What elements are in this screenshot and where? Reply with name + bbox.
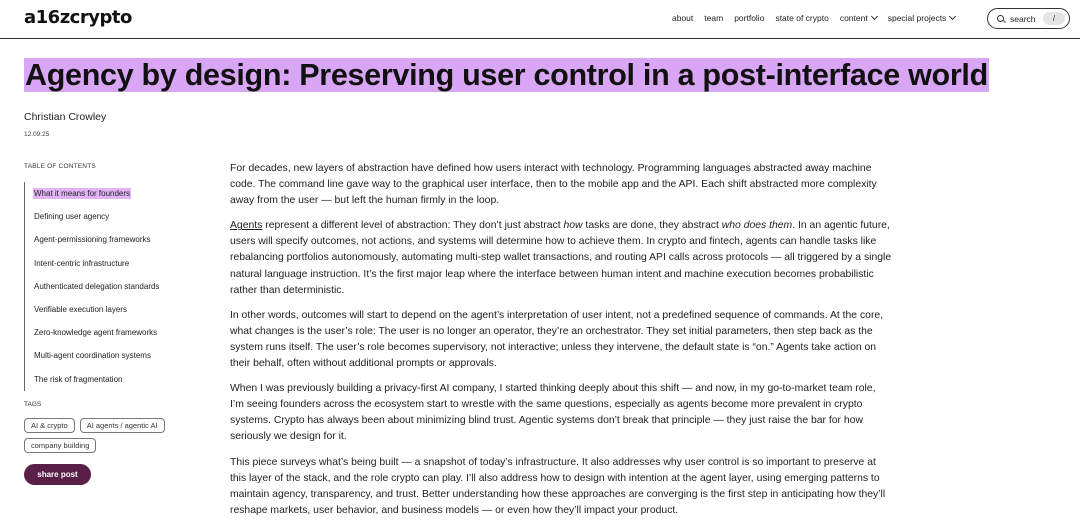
article-title-block bbox=[24, 57, 989, 94]
toc-item[interactable] bbox=[25, 298, 204, 321]
agents-link[interactable]: Agents bbox=[230, 220, 263, 232]
toc-item-label: Authenticated delegation standards bbox=[34, 281, 160, 291]
tags-heading: TAGS bbox=[24, 401, 42, 408]
search-button[interactable] bbox=[987, 8, 1070, 29]
toc-item-label: Defining user agency bbox=[34, 212, 110, 222]
share-post-button[interactable]: share post bbox=[24, 464, 91, 485]
nav-state-of-crypto-label: state of crypto bbox=[775, 13, 829, 23]
paragraph-text: represent a different level of abstraction: They don’t just abstract bbox=[262, 220, 564, 232]
paragraph: This piece surveys what’s being built — a snapshot of today’s infrastructure. It also addresses why user control is so important to preserve at this layer of the stack, and the role crypto can play. I’ll also address how to design with intention at the agent layer, using emerging patterns to maintain agency, transparency, and trust. Better understanding how these approaches are converging is the first step in anticipating how they’ll reshape markets, user behavior, and business models — or even how they’ll impact your product. bbox=[230, 456, 886, 516]
main-nav bbox=[672, 13, 955, 23]
toc-item[interactable] bbox=[25, 275, 204, 298]
paragraph-text: . In an agentic future, users will specify outcomes, not actions, and systems will determine how to achieve them. In crypto and fintech, agents can handle tasks like rebalancing portfolios autonomously, automating multi-step wallet transactions, and routing API calls across protocols — all triggered by a single natural language instruction. It’s the first major leap where the interface between human intent and machine execution becomes probabilistic rather than deterministic. bbox=[230, 220, 892, 296]
tag-chip[interactable]: company building bbox=[24, 438, 96, 453]
toc-item-label: Zero-knowledge agent frameworks bbox=[34, 328, 158, 338]
nav-about[interactable] bbox=[672, 13, 693, 23]
author-name[interactable]: Christian Crowley bbox=[24, 111, 107, 123]
tag-list bbox=[24, 418, 194, 453]
nav-portfolio[interactable] bbox=[734, 13, 764, 23]
article-body bbox=[230, 161, 892, 527]
paragraph-text: tasks are done, they abstract bbox=[582, 220, 722, 232]
toc-item-label: Intent-centric infrastructure bbox=[34, 258, 130, 268]
toc-heading: TABLE OF CONTENTS bbox=[24, 163, 96, 170]
toc-item[interactable] bbox=[25, 252, 204, 275]
search-shortcut-key: / bbox=[1043, 12, 1065, 25]
nav-team[interactable] bbox=[704, 13, 723, 23]
tag-chip[interactable]: AI agents / agentic AI bbox=[80, 418, 165, 433]
search-label: search bbox=[1010, 13, 1036, 24]
toc-item-label: The risk of fragmentation bbox=[34, 374, 123, 384]
nav-team-label: team bbox=[704, 13, 724, 23]
chevron-down-icon bbox=[949, 13, 956, 20]
toc-item-label: Agent-permissioning frameworks bbox=[34, 235, 151, 245]
toc-item-label: What it means for founders bbox=[34, 189, 131, 199]
chevron-down-icon bbox=[871, 13, 878, 20]
nav-special-projects[interactable] bbox=[888, 13, 956, 23]
publish-date: 12.09.25 bbox=[24, 131, 50, 138]
nav-portfolio-label: portfolio bbox=[734, 13, 765, 23]
toc-item[interactable] bbox=[25, 182, 204, 205]
nav-about-label: about bbox=[672, 13, 694, 23]
toc-item[interactable] bbox=[25, 344, 204, 367]
site-logo[interactable]: a16zcrypto bbox=[24, 7, 132, 28]
emphasis-text: how bbox=[563, 220, 583, 232]
nav-state-of-crypto[interactable] bbox=[775, 13, 828, 23]
paragraph bbox=[230, 218, 892, 298]
page-title: Agency by design: Preserving user control in a post-interface world bbox=[25, 58, 988, 92]
table-of-contents bbox=[24, 182, 204, 391]
toc-item[interactable] bbox=[25, 368, 204, 391]
paragraph: For decades, new layers of abstraction have defined how users interact with technology. Programming languages abstracted away machine code. The command line gave way to the graphical user interface, then to the mobile app and the API. Each shift abstracted more complexity away from the user — but left the human firmly in the loop. bbox=[230, 163, 877, 207]
toc-item[interactable] bbox=[25, 321, 204, 344]
paragraph: When I was previously building a privacy-first AI company, I started thinking deeply about this shift — and now, in my go-to-market team role, I’m seeing founders across the ecosystem start to wrestle with the same questions, especially as agents become more prevalent in crypto systems. Crypto has always been about minimizing blind trust. Agentic systems don’t break that principle — they just raise the bar for how seriously we design for it. bbox=[230, 383, 876, 443]
nav-content-label: content bbox=[839, 13, 868, 23]
toc-item[interactable] bbox=[25, 205, 204, 228]
search-icon bbox=[997, 15, 1004, 22]
top-nav-bar bbox=[0, 0, 1080, 39]
nav-content[interactable] bbox=[840, 13, 877, 23]
nav-special-projects-label: special projects bbox=[887, 13, 947, 23]
toc-item-label: Multi-agent coordination systems bbox=[34, 351, 151, 361]
toc-item[interactable] bbox=[25, 228, 204, 251]
emphasis-text: who does them bbox=[721, 220, 793, 232]
paragraph: In other words, outcomes will start to depend on the agent’s interpretation of user intent, not a predefined sequence of commands. At the core, what changes is the user’s role: The user is no longer an operator, they’re an orchestrator. They set initial parameters, then step back as the system runs itself. The user’s role becomes supervisory, not interactive; unless they intervene, the default state is “on.” Agents take action on their behalf, often without additional prompts or approvals. bbox=[230, 309, 884, 370]
toc-item-label: Verifiable execution layers bbox=[34, 305, 127, 315]
tag-chip[interactable]: AI & crypto bbox=[24, 418, 75, 433]
